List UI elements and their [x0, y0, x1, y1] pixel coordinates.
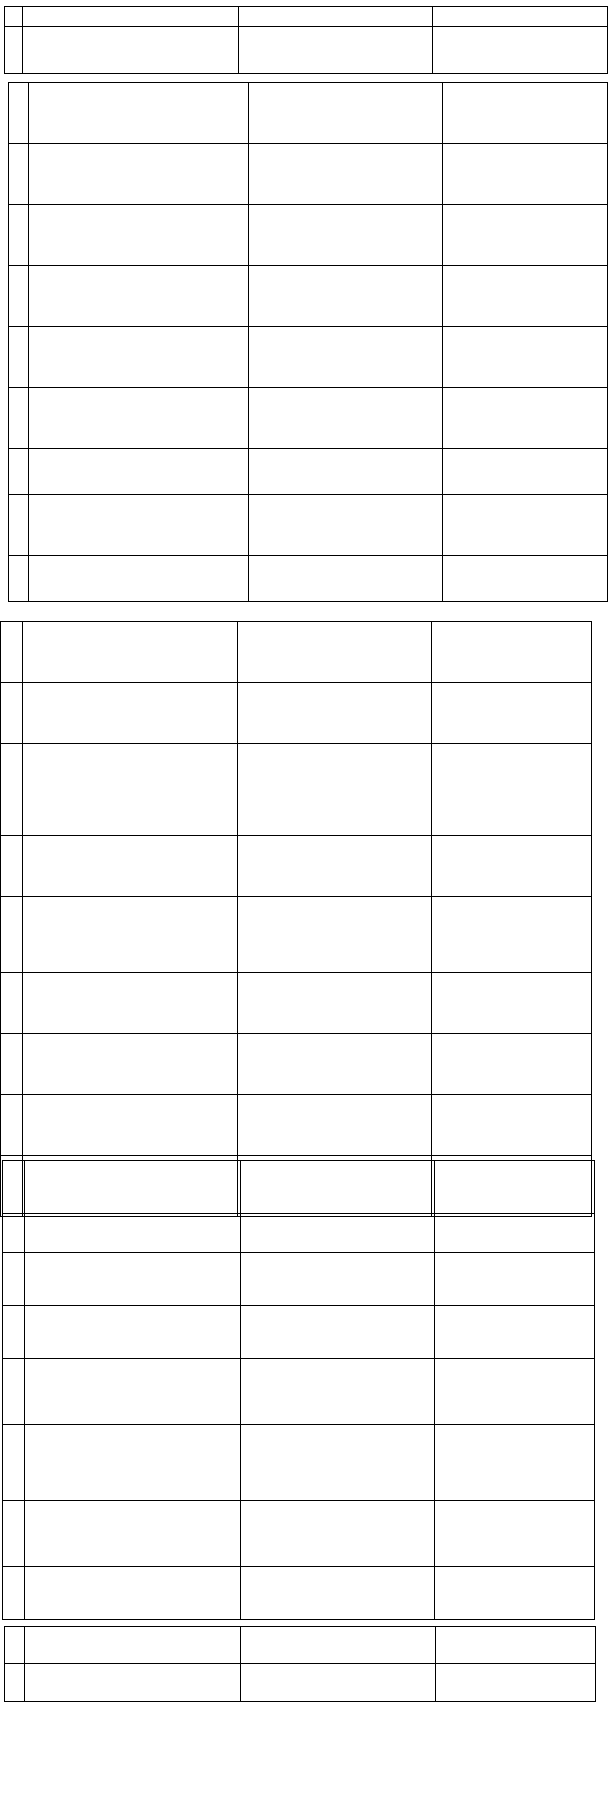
- rapporteurs-cell: [432, 683, 592, 744]
- presidents-cell: [241, 1359, 435, 1425]
- row-number: [5, 1664, 25, 1702]
- presidents-cell: [241, 1501, 435, 1567]
- table-row: [5, 27, 608, 74]
- rapporteurs-cell: [435, 1425, 595, 1501]
- table-row: [1, 973, 592, 1034]
- table-segment-4: [2, 1160, 595, 1620]
- table-row: [1, 836, 592, 897]
- table-row: [1, 1034, 592, 1095]
- table-row: [9, 83, 608, 144]
- presidents-cell: [238, 622, 432, 683]
- table-row: [9, 495, 608, 556]
- rapporteurs-cell: [436, 1664, 596, 1702]
- profil-cell: [23, 1095, 238, 1156]
- profil-cell: [25, 1425, 241, 1501]
- profil-cell: [29, 388, 249, 449]
- rapporteurs-cell: [432, 1095, 592, 1156]
- presidents-cell: [239, 27, 433, 74]
- row-number: [3, 1214, 25, 1253]
- rapporteurs-cell: [443, 327, 608, 388]
- profil-cell: [25, 1306, 241, 1359]
- table-row: [9, 556, 608, 602]
- table-segment-1: [4, 6, 608, 74]
- profil-cell: [29, 205, 249, 266]
- profil-cell: [23, 973, 238, 1034]
- rapporteurs-cell: [443, 388, 608, 449]
- table-row: [1, 622, 592, 683]
- table-row: [9, 449, 608, 495]
- row-number: [9, 556, 29, 602]
- presidents-cell: [241, 1161, 435, 1214]
- rapporteurs-cell: [436, 1627, 596, 1664]
- profil-cell: [23, 27, 239, 74]
- row-number: [3, 1501, 25, 1567]
- table-segment-2: [8, 82, 608, 602]
- header-presidents: [239, 7, 433, 27]
- row-number: [3, 1359, 25, 1425]
- row-number: [1, 1034, 23, 1095]
- presidents-cell: [238, 744, 432, 836]
- profil-cell: [25, 1214, 241, 1253]
- rapporteurs-cell: [432, 1034, 592, 1095]
- rapporteurs-cell: [432, 622, 592, 683]
- row-number: [1, 622, 23, 683]
- table-row: [3, 1501, 595, 1567]
- table-row: [3, 1214, 595, 1253]
- row-number: [9, 83, 29, 144]
- row-number: [9, 327, 29, 388]
- table-row: [3, 1567, 595, 1620]
- presidents-cell: [241, 1306, 435, 1359]
- rapporteurs-cell: [443, 556, 608, 602]
- presidents-cell: [238, 1034, 432, 1095]
- profil-cell: [23, 744, 238, 836]
- table-segment-5: [4, 1626, 596, 1702]
- table-header-row: [5, 7, 608, 27]
- presidents-cell: [249, 449, 443, 495]
- row-number: [9, 449, 29, 495]
- rapporteurs-cell: [432, 836, 592, 897]
- table-row: [3, 1359, 595, 1425]
- presidents-cell: [238, 897, 432, 973]
- row-number: [3, 1425, 25, 1501]
- presidents-cell: [249, 556, 443, 602]
- table-row: [9, 205, 608, 266]
- profil-cell: [25, 1161, 241, 1214]
- table-row: [3, 1306, 595, 1359]
- profil-cell: [23, 897, 238, 973]
- table-row: [1, 744, 592, 836]
- header-profil: [23, 7, 239, 27]
- row-number: [3, 1306, 25, 1359]
- rapporteurs-cell: [435, 1359, 595, 1425]
- presidents-cell: [249, 83, 443, 144]
- profil-cell: [23, 836, 238, 897]
- rapporteurs-cell: [435, 1253, 595, 1306]
- profil-cell: [29, 449, 249, 495]
- rapporteurs-cell: [443, 83, 608, 144]
- row-number: [1, 973, 23, 1034]
- rapporteurs-cell: [432, 744, 592, 836]
- rapporteurs-cell: [432, 973, 592, 1034]
- table-row: [1, 683, 592, 744]
- rapporteurs-cell: [435, 1306, 595, 1359]
- rapporteurs-cell: [443, 205, 608, 266]
- presidents-cell: [241, 1425, 435, 1501]
- profil-cell: [29, 556, 249, 602]
- table-row: [3, 1425, 595, 1501]
- presidents-cell: [238, 973, 432, 1034]
- table-row: [5, 1664, 596, 1702]
- presidents-cell: [249, 327, 443, 388]
- profil-cell: [25, 1627, 241, 1664]
- profil-cell: [29, 495, 249, 556]
- presidents-cell: [241, 1253, 435, 1306]
- row-number: [1, 1095, 23, 1156]
- profil-cell: [23, 622, 238, 683]
- profil-cell: [25, 1253, 241, 1306]
- profil-cell: [23, 1034, 238, 1095]
- rapporteurs-cell: [443, 266, 608, 327]
- table-row: [1, 1095, 592, 1156]
- presidents-cell: [249, 205, 443, 266]
- table-row: [3, 1161, 595, 1214]
- row-number: [1, 897, 23, 973]
- rapporteurs-cell: [443, 495, 608, 556]
- profil-cell: [25, 1567, 241, 1620]
- presidents-cell: [249, 495, 443, 556]
- row-number: [5, 27, 23, 74]
- row-number: [9, 266, 29, 327]
- row-number: [1, 744, 23, 836]
- rapporteurs-cell: [443, 144, 608, 205]
- profil-cell: [25, 1664, 241, 1702]
- rapporteurs-cell: [443, 449, 608, 495]
- presidents-cell: [241, 1627, 436, 1664]
- row-number: [1, 683, 23, 744]
- profil-cell: [29, 83, 249, 144]
- table-segment-3: [0, 621, 592, 1217]
- table-row: [5, 1627, 596, 1664]
- table-row: [9, 144, 608, 205]
- row-number: [3, 1253, 25, 1306]
- table-row: [9, 388, 608, 449]
- row-number: [3, 1567, 25, 1620]
- table-row: [1, 897, 592, 973]
- profil-cell: [23, 683, 238, 744]
- presidents-cell: [241, 1567, 435, 1620]
- row-number: [3, 1161, 25, 1214]
- presidents-cell: [238, 1095, 432, 1156]
- presidents-cell: [249, 144, 443, 205]
- rapporteurs-cell: [433, 27, 608, 74]
- table-row: [9, 266, 608, 327]
- table-row: [3, 1253, 595, 1306]
- profil-cell: [29, 144, 249, 205]
- row-number: [9, 495, 29, 556]
- row-number: [9, 388, 29, 449]
- profil-cell: [29, 266, 249, 327]
- presidents-cell: [241, 1214, 435, 1253]
- header-num: [5, 7, 23, 27]
- row-number: [1, 836, 23, 897]
- presidents-cell: [241, 1664, 436, 1702]
- presidents-cell: [249, 388, 443, 449]
- rapporteurs-cell: [435, 1214, 595, 1253]
- profil-cell: [29, 327, 249, 388]
- row-number: [5, 1627, 25, 1664]
- profil-cell: [25, 1501, 241, 1567]
- profil-cell: [25, 1359, 241, 1425]
- presidents-cell: [238, 836, 432, 897]
- rapporteurs-cell: [435, 1567, 595, 1620]
- table-row: [9, 327, 608, 388]
- rapporteurs-cell: [432, 897, 592, 973]
- rapporteurs-cell: [435, 1501, 595, 1567]
- presidents-cell: [249, 266, 443, 327]
- presidents-cell: [238, 683, 432, 744]
- row-number: [9, 205, 29, 266]
- row-number: [9, 144, 29, 205]
- header-rapporteurs: [433, 7, 608, 27]
- rapporteurs-cell: [435, 1161, 595, 1214]
